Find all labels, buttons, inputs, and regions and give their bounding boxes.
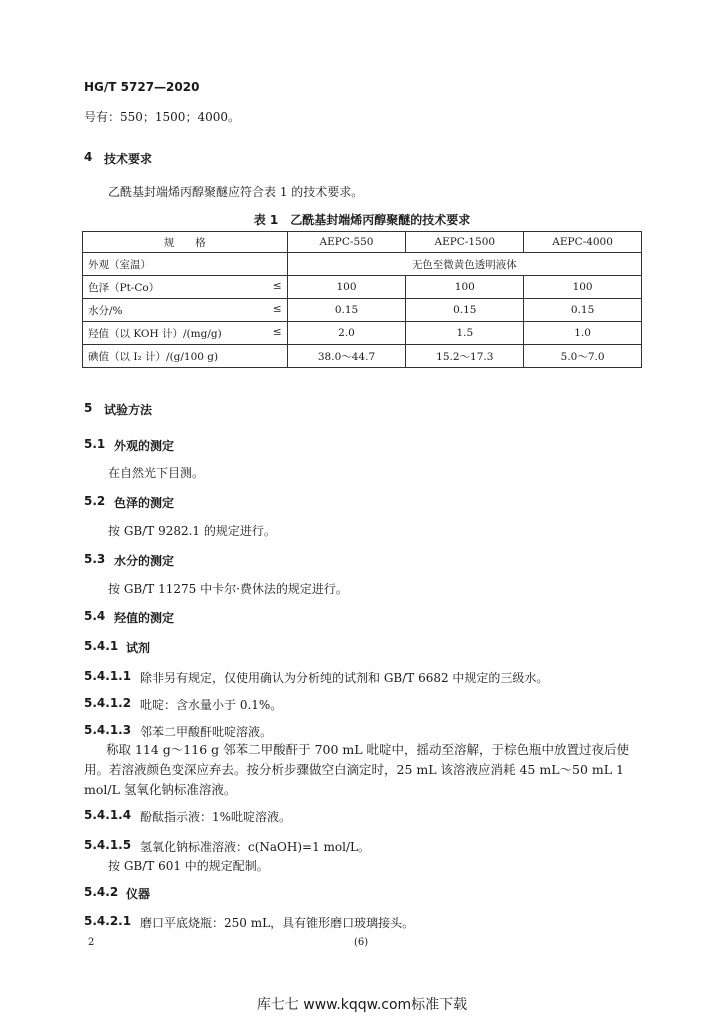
s541-number: 5.4.1 xyxy=(84,639,119,653)
s5415-text2: 按 GB/T 601 中的规定配制。 xyxy=(108,859,269,873)
intro-line: 号有：550；1500；4000。 xyxy=(84,110,240,124)
le-sign: ≤ xyxy=(272,302,282,315)
s5414-text: 酚酞指示液：1%吡啶溶液。 xyxy=(140,810,292,824)
s5413-paragraph: 称取 114 g～116 g 邻苯二甲酸酐于 700 mL 吡啶中，摇动至溶解，于棕色瓶中放置过夜后使用。若溶液颜色变深应弃去。按分析步骤做空白滴定时，25 mL 该溶液应消耗 45 mL～50 mL 1 mol/L 氢氧化钠标准溶液。 xyxy=(84,742,630,797)
s5411-number: 5.4.1.1 xyxy=(84,669,132,683)
footer-watermark-text: 库七七 www.kqqw.com标准下载 xyxy=(256,997,468,1013)
s542-number: 5.4.2 xyxy=(84,885,119,899)
s5414-number: 5.4.1.4 xyxy=(84,808,132,822)
s541-title: 试剂 xyxy=(126,641,151,655)
page-mark: (6) xyxy=(354,937,369,948)
table-cell: 38.0～44.7 xyxy=(287,345,406,368)
section-5-title: 试验方法 xyxy=(104,403,153,417)
s5415-number: 5.4.1.5 xyxy=(84,838,132,852)
s542-title: 仪器 xyxy=(126,887,151,901)
row-label-cell xyxy=(83,322,288,345)
le-sign: ≤ xyxy=(272,325,282,338)
header-col-3: AEPC-4000 xyxy=(524,232,642,253)
table-row xyxy=(83,299,642,322)
s54-number: 5.4 xyxy=(84,609,106,623)
row-label: 外观（室温） xyxy=(83,253,288,276)
row-label-cell xyxy=(83,276,288,299)
page-number: 2 xyxy=(88,937,95,948)
s54-title: 羟值的测定 xyxy=(114,611,175,625)
s53-title: 水分的测定 xyxy=(114,554,175,568)
header-col-2: AEPC-1500 xyxy=(406,232,524,253)
table-cell: 2.0 xyxy=(287,322,406,345)
merged-cell: 无色至微黄色透明液体 xyxy=(287,253,641,276)
table-cell: 1.0 xyxy=(524,322,642,345)
row-label: 水分/% xyxy=(88,304,123,317)
section-4-text: 乙酰基封端烯丙醇聚醚应符合表 1 的技术要求。 xyxy=(108,185,364,199)
table-row xyxy=(83,345,642,368)
s53-number: 5.3 xyxy=(84,552,106,566)
row-label: 色泽（Pt-Co） xyxy=(88,281,160,294)
table-cell: 15.2～17.3 xyxy=(406,345,524,368)
s52-title: 色泽的测定 xyxy=(114,496,175,510)
section-5-number: 5 xyxy=(84,401,93,415)
table-row xyxy=(83,322,642,345)
s53-text: 按 GB/T 11275 中卡尔·费休法的规定进行。 xyxy=(108,582,348,596)
table-cell: 0.15 xyxy=(406,299,524,322)
s5412-number: 5.4.1.2 xyxy=(84,696,132,710)
section-4-title: 技术要求 xyxy=(104,152,153,166)
table-cell: 100 xyxy=(406,276,524,299)
le-sign: ≤ xyxy=(272,279,282,292)
table-header-row xyxy=(83,232,642,253)
section-4-number: 4 xyxy=(84,150,93,164)
s5412-text: 吡啶：含水量小于 0.1%。 xyxy=(140,698,283,712)
table-cell: 5.0～7.0 xyxy=(524,345,642,368)
spec-table xyxy=(82,231,642,368)
table-cell: 100 xyxy=(524,276,642,299)
table-cell: 0.15 xyxy=(287,299,406,322)
s5413-text: 邻苯二甲酸酐吡啶溶液。 xyxy=(140,725,273,739)
s5413-number: 5.4.1.3 xyxy=(84,723,132,737)
s52-text: 按 GB/T 9282.1 的规定进行。 xyxy=(108,524,276,538)
header-item: 规 格 xyxy=(83,232,288,253)
s51-title: 外观的测定 xyxy=(114,439,175,453)
table-cell: 0.15 xyxy=(524,299,642,322)
row-label: 碘值（以 I₂ 计）/(g/100 g) xyxy=(83,345,288,368)
s51-text: 在自然光下目测。 xyxy=(108,466,205,480)
s5415-text: 氢氧化钠标准溶液：c(NaOH)=1 mol/L。 xyxy=(140,840,370,854)
s5411-text: 除非另有规定，仅使用确认为分析纯的试剂和 GB/T 6682 中规定的三级水。 xyxy=(140,671,549,685)
table-row xyxy=(83,276,642,299)
doc-code: HG/T 5727—2020 xyxy=(84,80,200,94)
s5421-number: 5.4.2.1 xyxy=(84,914,132,928)
row-label: 羟值（以 KOH 计）/(mg/g) xyxy=(88,327,222,340)
row-label-cell xyxy=(83,299,288,322)
s52-number: 5.2 xyxy=(84,494,106,508)
table-row xyxy=(83,253,642,276)
table-cell: 1.5 xyxy=(406,322,524,345)
header-col-1: AEPC-550 xyxy=(287,232,406,253)
table-caption: 表 1 乙酰基封端烯丙醇聚醚的技术要求 xyxy=(253,213,471,227)
s5421-text: 磨口平底烧瓶：250 mL，具有锥形磨口玻璃接头。 xyxy=(140,916,415,930)
table-cell: 100 xyxy=(287,276,406,299)
s51-number: 5.1 xyxy=(84,437,106,451)
